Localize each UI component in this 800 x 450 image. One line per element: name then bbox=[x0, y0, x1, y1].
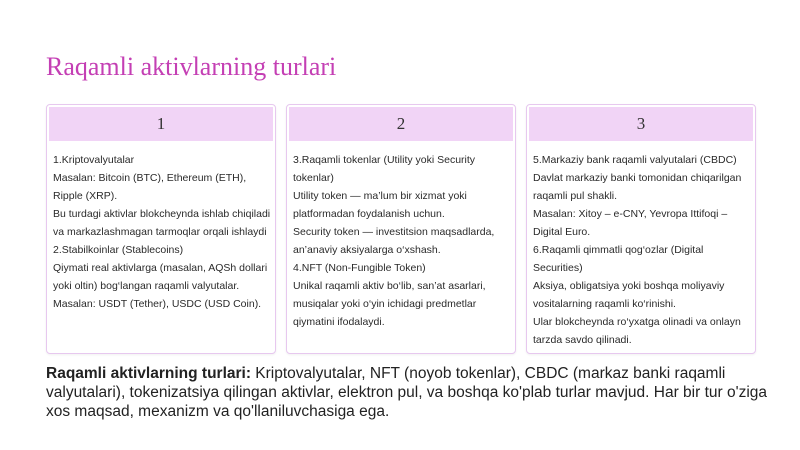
card-3 bbox=[526, 104, 756, 354]
summary-text: Kriptovalyutalar, NFT (noyob tokenlar), CBDC (markaz banki raqamli valyutalari), tokenizatsiya qilingan aktivlar, elektron pul, va boshqa ko'plab turlar mavjud. Har bir tur o'ziga xos maqsad, mexanizm va qo'llaniluvchasiga ega. bbox=[46, 365, 767, 420]
card-1-line: 2.Stabilkoinlar (Stablecoins) bbox=[53, 244, 184, 256]
summary-lead: Raqamli aktivlarning turlari: bbox=[46, 365, 251, 382]
card-1 bbox=[46, 104, 276, 354]
card-2-line: 4.NFT (Non-Fungible Token) bbox=[293, 262, 426, 274]
card-2 bbox=[286, 104, 516, 354]
card-3-line: 6.Raqamli qimmatli qog‘ozlar (Digital Securities) bbox=[533, 244, 704, 274]
card-2-number: 2 bbox=[289, 107, 513, 141]
card-2-line: 3.Raqamli tokenlar (Utility yoki Security tokenlar) bbox=[293, 154, 476, 184]
card-1-line: Bu turdagi aktivlar blokcheynda ishlab chiqiladi va markazlashmagan tarmoqlar orqali ishlaydi bbox=[53, 208, 271, 238]
card-1-line: Qiymati real aktivlarga (masalan, AQSh dollari yoki oltin) bog‘langan raqamli valyutalar. bbox=[53, 262, 268, 292]
card-2-line: Security token — investitsion maqsadlarda, an’anaviy aksiyalarga o‘xshash. bbox=[293, 226, 495, 256]
card-3-body bbox=[527, 141, 755, 349]
card-3-line: Davlat markaziy banki tomonidan chiqarilgan raqamli pul shakli. bbox=[533, 172, 742, 202]
card-3-number: 3 bbox=[529, 107, 753, 141]
card-2-line: Unikal raqamli aktiv bo‘lib, san’at asarlari, musiqalar yoki o‘yin ichidagi predmetlar qiymatini ifodalaydi. bbox=[293, 280, 486, 328]
card-3-line: 5.Markaziy bank raqamli valyutalari (CBDC) bbox=[533, 154, 737, 166]
card-1-number: 1 bbox=[49, 107, 273, 141]
card-2-line: Utility token — ma’lum bir xizmat yoki platformadan foydalanish uchun. bbox=[293, 190, 467, 220]
summary-paragraph bbox=[46, 364, 776, 421]
card-3-line: Ular blokcheynda ro‘yxatga olinadi va onlayn tarzda savdo qilinadi. bbox=[533, 316, 741, 346]
card-3-line: Masalan: Xitoy – e-CNY, Yevropa Ittifoqi – Digital Euro. bbox=[533, 208, 728, 238]
card-1-line: 1.Kriptovalyutalar bbox=[53, 154, 135, 166]
card-3-line: Aksiya, obligatsiya yoki boshqa moliyaviy vositalarning raqamli ko‘rinishi. bbox=[533, 280, 725, 310]
card-1-line: Masalan: Bitcoin (BTC), Ethereum (ETH), Ripple (XRP). bbox=[53, 172, 247, 202]
card-1-line: Masalan: USDT (Tether), USDC (USD Coin). bbox=[53, 298, 262, 310]
card-1-body bbox=[47, 141, 275, 313]
card-2-body bbox=[287, 141, 515, 331]
slide-title: Raqamli aktivlarning turlari bbox=[46, 52, 337, 81]
